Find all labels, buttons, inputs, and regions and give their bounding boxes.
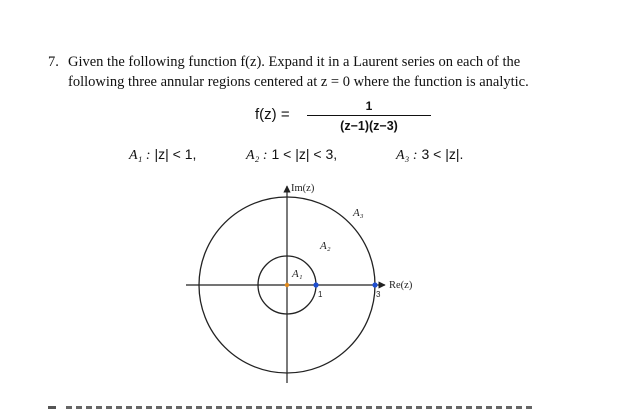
formula-lhs: f(z) =	[255, 106, 290, 123]
origin-point	[285, 283, 289, 287]
problem-text-line-1: Given the following function f(z). Expand it in a Laurent series on each of the	[68, 54, 521, 70]
region-a2-condition: 1 < |z| < 3,	[271, 146, 338, 162]
region-a3-label: A₃ :	[396, 148, 418, 163]
region-a3-condition: 3 < |z|.	[421, 146, 464, 162]
problem-text-line-2: following three annular regions centered at z = 0 where the function is analytic.	[68, 74, 529, 90]
region-label-a3: A₃	[353, 207, 364, 219]
imag-axis-label: Im(z)	[291, 183, 315, 194]
region-label-a1: A₁	[292, 268, 303, 280]
cut-off-text-fragment	[66, 406, 536, 409]
tick-label-3: 3	[376, 290, 381, 299]
region-a1-label: A₁ :	[129, 148, 151, 163]
region-a1-condition: |z| < 1,	[154, 146, 197, 162]
point-z3	[372, 282, 377, 287]
formula-denominator: (z−1)(z−3)	[340, 119, 398, 133]
cut-off-text-fragment	[48, 406, 56, 409]
region-a2-label: A₂ :	[246, 148, 268, 163]
tick-label-1: 1	[318, 290, 323, 299]
problem-number: 7.	[48, 54, 59, 70]
point-z1	[313, 282, 318, 287]
formula-numerator: 1	[365, 99, 373, 113]
region-label-a2: A₂	[320, 240, 331, 252]
real-axis-label: Re(z)	[389, 280, 413, 291]
